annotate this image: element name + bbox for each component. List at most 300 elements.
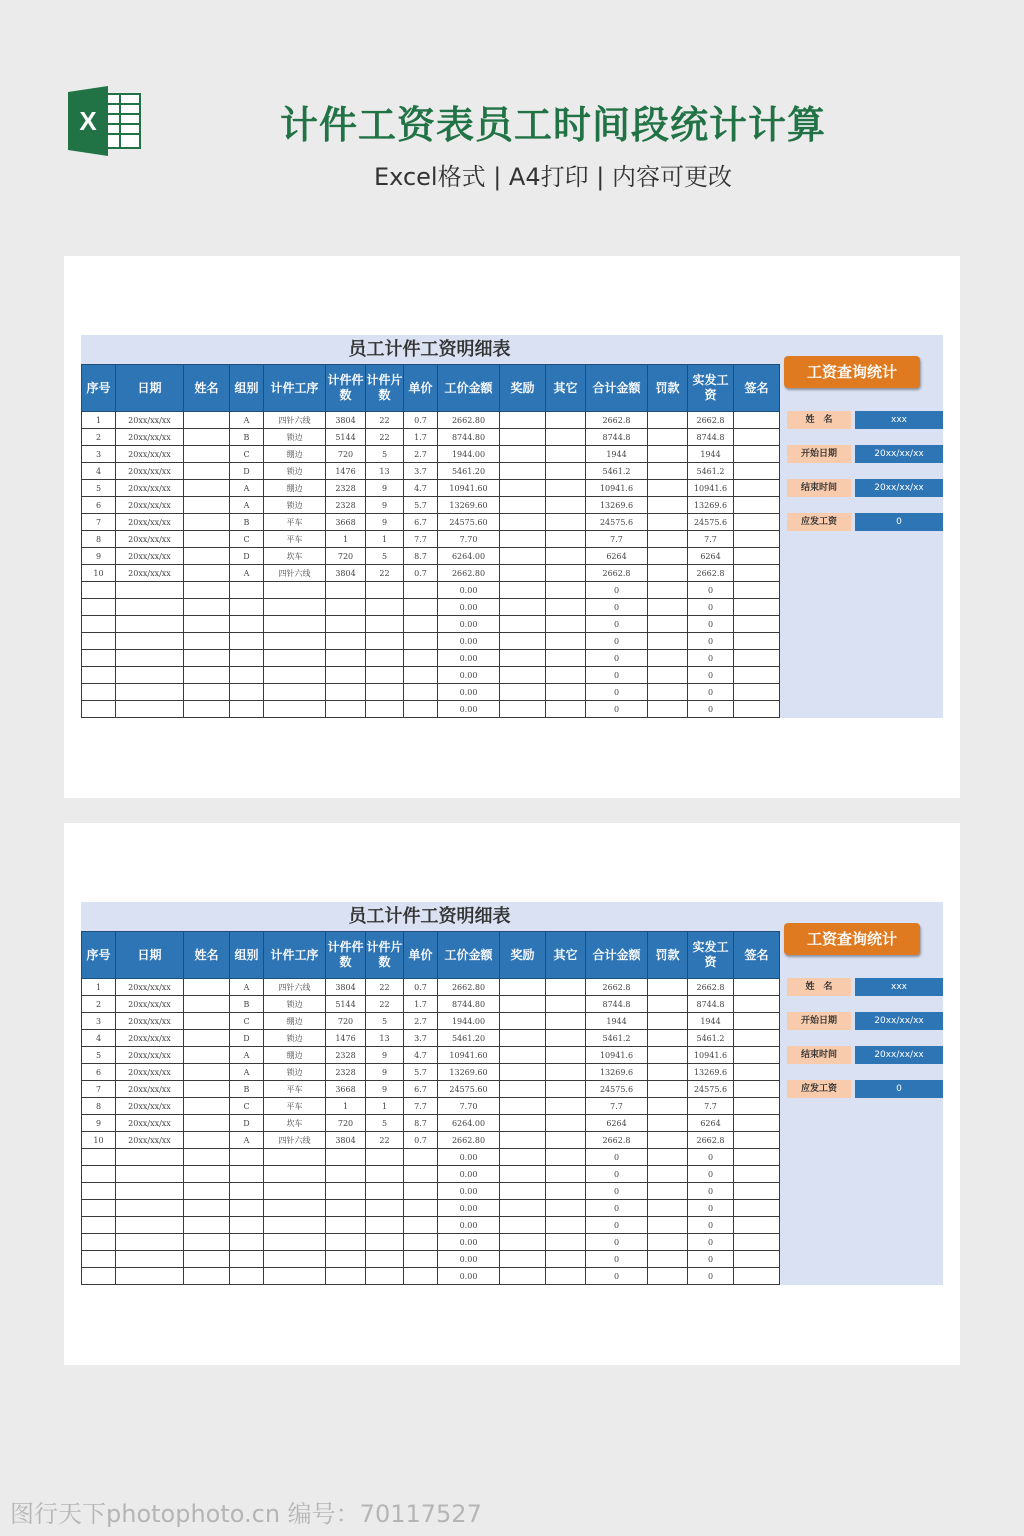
table-cell[interactable]: [500, 1251, 546, 1268]
column-header[interactable]: 其它: [546, 365, 586, 412]
table-cell[interactable]: [404, 1268, 438, 1285]
table-cell[interactable]: 0.00: [438, 1200, 500, 1217]
table-cell[interactable]: [648, 1251, 688, 1268]
table-cell[interactable]: [546, 599, 586, 616]
table-cell[interactable]: [184, 979, 230, 996]
table-cell[interactable]: [326, 1234, 366, 1251]
table-cell[interactable]: 22: [366, 1132, 404, 1149]
table-cell[interactable]: 2662.8: [688, 412, 734, 429]
table-cell[interactable]: 20xx/xx/xx: [116, 1098, 184, 1115]
table-cell[interactable]: 锁边: [264, 429, 326, 446]
table-cell[interactable]: 1944.00: [438, 446, 500, 463]
table-cell[interactable]: D: [230, 1030, 264, 1047]
table-cell[interactable]: 20xx/xx/xx: [116, 979, 184, 996]
table-cell[interactable]: 22: [366, 429, 404, 446]
table-cell[interactable]: [734, 1149, 780, 1166]
table-cell[interactable]: [264, 1217, 326, 1234]
table-cell[interactable]: [500, 446, 546, 463]
table-cell[interactable]: 7.70: [438, 531, 500, 548]
table-cell[interactable]: 1476: [326, 1030, 366, 1047]
table-cell[interactable]: 20xx/xx/xx: [116, 446, 184, 463]
table-cell[interactable]: 24575.6: [586, 514, 648, 531]
column-header[interactable]: 签名: [734, 932, 780, 979]
table-cell[interactable]: [500, 429, 546, 446]
table-cell[interactable]: [184, 1030, 230, 1047]
table-cell[interactable]: [184, 1115, 230, 1132]
table-cell[interactable]: 2662.8: [586, 1132, 648, 1149]
table-cell[interactable]: 四针六线: [264, 412, 326, 429]
table-cell[interactable]: 5: [366, 1013, 404, 1030]
table-cell[interactable]: 3668: [326, 514, 366, 531]
table-cell[interactable]: 10941.60: [438, 480, 500, 497]
table-cell[interactable]: 0.00: [438, 1166, 500, 1183]
table-cell[interactable]: [734, 582, 780, 599]
table-cell[interactable]: [326, 599, 366, 616]
table-cell[interactable]: [734, 429, 780, 446]
table-cell[interactable]: [230, 1268, 264, 1285]
table-cell[interactable]: [184, 996, 230, 1013]
table-cell[interactable]: 6264: [688, 1115, 734, 1132]
table-cell[interactable]: [264, 1183, 326, 1200]
table-cell[interactable]: 6264.00: [438, 548, 500, 565]
table-cell[interactable]: 0: [688, 1183, 734, 1200]
table-cell[interactable]: [264, 1200, 326, 1217]
table-cell[interactable]: 0: [586, 1268, 648, 1285]
table-cell[interactable]: 0.7: [404, 1132, 438, 1149]
table-cell[interactable]: 绷边: [264, 480, 326, 497]
table-cell[interactable]: 四针六线: [264, 979, 326, 996]
table-cell[interactable]: [184, 463, 230, 480]
table-cell[interactable]: [366, 599, 404, 616]
table-cell[interactable]: [734, 1115, 780, 1132]
table-cell[interactable]: [648, 1047, 688, 1064]
table-cell[interactable]: [82, 1166, 116, 1183]
table-cell[interactable]: 8744.8: [586, 429, 648, 446]
table-cell[interactable]: [82, 650, 116, 667]
table-cell[interactable]: [734, 1132, 780, 1149]
table-cell[interactable]: [184, 1234, 230, 1251]
table-cell[interactable]: [546, 979, 586, 996]
column-header[interactable]: 计件工序: [264, 932, 326, 979]
column-header[interactable]: 计件件数: [326, 365, 366, 412]
table-cell[interactable]: [648, 1234, 688, 1251]
table-cell[interactable]: 6264: [688, 548, 734, 565]
table-cell[interactable]: [184, 565, 230, 582]
table-cell[interactable]: [326, 1183, 366, 1200]
table-cell[interactable]: [326, 1217, 366, 1234]
table-cell[interactable]: 0: [586, 1200, 648, 1217]
table-cell[interactable]: [648, 531, 688, 548]
table-cell[interactable]: [404, 1217, 438, 1234]
table-cell[interactable]: 13269.6: [688, 1064, 734, 1081]
table-cell[interactable]: 3804: [326, 565, 366, 582]
table-cell[interactable]: [500, 463, 546, 480]
table-cell[interactable]: [500, 996, 546, 1013]
table-cell[interactable]: 1.7: [404, 429, 438, 446]
table-cell[interactable]: 0: [688, 1166, 734, 1183]
table-cell[interactable]: 8: [82, 1098, 116, 1115]
table-cell[interactable]: 20xx/xx/xx: [116, 463, 184, 480]
table-cell[interactable]: 0: [586, 1234, 648, 1251]
table-cell[interactable]: [366, 1234, 404, 1251]
table-cell[interactable]: 24575.60: [438, 1081, 500, 1098]
table-cell[interactable]: [184, 1081, 230, 1098]
table-cell[interactable]: 22: [366, 996, 404, 1013]
table-cell[interactable]: 5461.2: [688, 1030, 734, 1047]
table-cell[interactable]: 20xx/xx/xx: [116, 1132, 184, 1149]
table-cell[interactable]: [116, 1217, 184, 1234]
table-cell[interactable]: 5461.2: [586, 1030, 648, 1047]
table-cell[interactable]: [546, 1149, 586, 1166]
table-cell[interactable]: [404, 650, 438, 667]
table-cell[interactable]: 坎车: [264, 1115, 326, 1132]
table-cell[interactable]: [734, 446, 780, 463]
table-cell[interactable]: [648, 446, 688, 463]
table-cell[interactable]: [184, 1064, 230, 1081]
table-cell[interactable]: [546, 1132, 586, 1149]
table-cell[interactable]: 6.7: [404, 514, 438, 531]
table-cell[interactable]: 20xx/xx/xx: [116, 996, 184, 1013]
table-cell[interactable]: 2.7: [404, 1013, 438, 1030]
table-cell[interactable]: [184, 633, 230, 650]
table-cell[interactable]: 8.7: [404, 548, 438, 565]
table-cell[interactable]: [648, 1268, 688, 1285]
table-cell[interactable]: 1: [326, 1098, 366, 1115]
table-cell[interactable]: [366, 684, 404, 701]
table-cell[interactable]: 2328: [326, 480, 366, 497]
table-cell[interactable]: [648, 1200, 688, 1217]
table-cell[interactable]: [734, 1030, 780, 1047]
table-cell[interactable]: 3: [82, 1013, 116, 1030]
table-cell[interactable]: 10941.60: [438, 1047, 500, 1064]
table-cell[interactable]: [546, 463, 586, 480]
table-cell[interactable]: 1944: [586, 446, 648, 463]
table-cell[interactable]: [230, 599, 264, 616]
table-cell[interactable]: [734, 996, 780, 1013]
table-cell[interactable]: [82, 1217, 116, 1234]
table-cell[interactable]: C: [230, 446, 264, 463]
table-cell[interactable]: [82, 1149, 116, 1166]
table-cell[interactable]: [404, 684, 438, 701]
table-cell[interactable]: [116, 1234, 184, 1251]
table-cell[interactable]: [326, 701, 366, 718]
table-cell[interactable]: 720: [326, 1013, 366, 1030]
table-cell[interactable]: [264, 684, 326, 701]
table-cell[interactable]: [184, 582, 230, 599]
table-cell[interactable]: C: [230, 531, 264, 548]
table-cell[interactable]: 3: [82, 446, 116, 463]
table-cell[interactable]: [546, 446, 586, 463]
table-cell[interactable]: [546, 1115, 586, 1132]
table-cell[interactable]: [366, 1149, 404, 1166]
table-cell[interactable]: 0: [688, 1149, 734, 1166]
table-cell[interactable]: 0: [586, 701, 648, 718]
table-cell[interactable]: [648, 701, 688, 718]
table-cell[interactable]: [116, 1149, 184, 1166]
table-cell[interactable]: [326, 633, 366, 650]
table-cell[interactable]: 20xx/xx/xx: [116, 565, 184, 582]
table-cell[interactable]: [116, 1183, 184, 1200]
table-cell[interactable]: [264, 650, 326, 667]
table-cell[interactable]: 10941.6: [586, 1047, 648, 1064]
table-cell[interactable]: 2662.8: [688, 565, 734, 582]
table-cell[interactable]: [184, 1132, 230, 1149]
table-cell[interactable]: [82, 667, 116, 684]
table-cell[interactable]: 锁边: [264, 463, 326, 480]
table-cell[interactable]: 8744.8: [688, 996, 734, 1013]
table-cell[interactable]: [184, 1166, 230, 1183]
column-header[interactable]: 日期: [116, 365, 184, 412]
table-cell[interactable]: [404, 701, 438, 718]
query-field-value[interactable]: xxx: [855, 978, 943, 996]
table-cell[interactable]: 2662.80: [438, 412, 500, 429]
table-cell[interactable]: [546, 548, 586, 565]
table-cell[interactable]: [546, 1234, 586, 1251]
table-cell[interactable]: 2662.80: [438, 979, 500, 996]
table-cell[interactable]: 24575.60: [438, 514, 500, 531]
table-cell[interactable]: [734, 1047, 780, 1064]
table-cell[interactable]: 20xx/xx/xx: [116, 429, 184, 446]
table-cell[interactable]: 2662.80: [438, 565, 500, 582]
table-cell[interactable]: [500, 514, 546, 531]
query-field-value[interactable]: 20xx/xx/xx: [855, 479, 943, 497]
column-header[interactable]: 计件工序: [264, 365, 326, 412]
table-cell[interactable]: C: [230, 1013, 264, 1030]
table-cell[interactable]: [500, 667, 546, 684]
table-cell[interactable]: [366, 1217, 404, 1234]
table-cell[interactable]: 5461.2: [586, 463, 648, 480]
table-cell[interactable]: 0: [688, 650, 734, 667]
table-cell[interactable]: [648, 616, 688, 633]
table-cell[interactable]: 0: [688, 1200, 734, 1217]
table-cell[interactable]: [500, 412, 546, 429]
table-cell[interactable]: [648, 497, 688, 514]
table-cell[interactable]: 0: [586, 599, 648, 616]
table-cell[interactable]: 0.00: [438, 1183, 500, 1200]
table-cell[interactable]: [326, 1149, 366, 1166]
table-cell[interactable]: 四针六线: [264, 1132, 326, 1149]
table-cell[interactable]: 0: [586, 650, 648, 667]
table-cell[interactable]: [500, 684, 546, 701]
table-cell[interactable]: 5: [82, 480, 116, 497]
table-cell[interactable]: [184, 1098, 230, 1115]
table-cell[interactable]: [404, 582, 438, 599]
table-cell[interactable]: A: [230, 480, 264, 497]
table-cell[interactable]: [648, 1183, 688, 1200]
table-cell[interactable]: 6: [82, 1064, 116, 1081]
table-cell[interactable]: [366, 1251, 404, 1268]
table-cell[interactable]: [500, 1149, 546, 1166]
table-cell[interactable]: [546, 412, 586, 429]
table-cell[interactable]: [82, 582, 116, 599]
table-cell[interactable]: [734, 565, 780, 582]
table-cell[interactable]: 8: [82, 531, 116, 548]
table-cell[interactable]: 平车: [264, 531, 326, 548]
table-cell[interactable]: [116, 1200, 184, 1217]
table-cell[interactable]: 0.00: [438, 1268, 500, 1285]
table-cell[interactable]: 1944.00: [438, 1013, 500, 1030]
table-cell[interactable]: [500, 1234, 546, 1251]
table-cell[interactable]: [184, 1268, 230, 1285]
table-cell[interactable]: [648, 667, 688, 684]
table-cell[interactable]: [546, 1268, 586, 1285]
column-header[interactable]: 罚款: [648, 365, 688, 412]
table-cell[interactable]: 2662.8: [688, 1132, 734, 1149]
table-cell[interactable]: [734, 650, 780, 667]
table-cell[interactable]: 7.7: [404, 1098, 438, 1115]
table-cell[interactable]: 20xx/xx/xx: [116, 514, 184, 531]
table-cell[interactable]: [184, 1200, 230, 1217]
table-cell[interactable]: 5: [82, 1047, 116, 1064]
column-header[interactable]: 姓名: [184, 365, 230, 412]
table-cell[interactable]: A: [230, 979, 264, 996]
table-cell[interactable]: 7.7: [404, 531, 438, 548]
table-cell[interactable]: [264, 667, 326, 684]
table-cell[interactable]: 2: [82, 996, 116, 1013]
table-cell[interactable]: [264, 633, 326, 650]
table-cell[interactable]: 0: [586, 1166, 648, 1183]
table-cell[interactable]: 2662.8: [586, 412, 648, 429]
table-cell[interactable]: 0.00: [438, 1149, 500, 1166]
table-cell[interactable]: [230, 582, 264, 599]
table-cell[interactable]: 0.00: [438, 599, 500, 616]
table-cell[interactable]: 0: [688, 599, 734, 616]
table-cell[interactable]: 坎车: [264, 548, 326, 565]
table-cell[interactable]: 0.00: [438, 1251, 500, 1268]
table-cell[interactable]: 8.7: [404, 1115, 438, 1132]
table-cell[interactable]: [82, 616, 116, 633]
table-cell[interactable]: [546, 616, 586, 633]
table-cell[interactable]: [230, 633, 264, 650]
table-cell[interactable]: 6264: [586, 1115, 648, 1132]
table-cell[interactable]: 6264: [586, 548, 648, 565]
table-cell[interactable]: 10941.6: [688, 1047, 734, 1064]
table-cell[interactable]: [116, 582, 184, 599]
table-cell[interactable]: [184, 616, 230, 633]
table-cell[interactable]: [184, 412, 230, 429]
table-cell[interactable]: [404, 1183, 438, 1200]
table-cell[interactable]: [264, 599, 326, 616]
table-cell[interactable]: [734, 1200, 780, 1217]
table-cell[interactable]: 1944: [586, 1013, 648, 1030]
table-cell[interactable]: 0: [586, 633, 648, 650]
table-cell[interactable]: [500, 1200, 546, 1217]
table-cell[interactable]: [326, 1268, 366, 1285]
table-cell[interactable]: [648, 1115, 688, 1132]
table-cell[interactable]: [648, 599, 688, 616]
table-cell[interactable]: [326, 650, 366, 667]
table-cell[interactable]: [326, 1200, 366, 1217]
table-cell[interactable]: [116, 1166, 184, 1183]
table-cell[interactable]: 20xx/xx/xx: [116, 412, 184, 429]
table-cell[interactable]: [366, 1166, 404, 1183]
column-header[interactable]: 签名: [734, 365, 780, 412]
table-cell[interactable]: 8744.8: [586, 996, 648, 1013]
table-cell[interactable]: [546, 1081, 586, 1098]
table-cell[interactable]: [184, 1013, 230, 1030]
table-cell[interactable]: [648, 1064, 688, 1081]
table-cell[interactable]: [500, 599, 546, 616]
table-cell[interactable]: [734, 1217, 780, 1234]
table-cell[interactable]: A: [230, 565, 264, 582]
table-cell[interactable]: [546, 480, 586, 497]
table-cell[interactable]: 13269.60: [438, 497, 500, 514]
table-cell[interactable]: A: [230, 1132, 264, 1149]
column-header[interactable]: 计件片数: [366, 932, 404, 979]
table-cell[interactable]: [500, 582, 546, 599]
table-cell[interactable]: B: [230, 1081, 264, 1098]
table-cell[interactable]: [500, 1268, 546, 1285]
table-cell[interactable]: [500, 1013, 546, 1030]
table-cell[interactable]: [500, 480, 546, 497]
table-cell[interactable]: [734, 667, 780, 684]
table-cell[interactable]: 720: [326, 1115, 366, 1132]
table-cell[interactable]: [648, 463, 688, 480]
query-field-value[interactable]: 0: [855, 1080, 943, 1098]
table-cell[interactable]: 8744.80: [438, 996, 500, 1013]
table-cell[interactable]: 5461.20: [438, 1030, 500, 1047]
table-cell[interactable]: 13269.6: [586, 497, 648, 514]
table-cell[interactable]: 2.7: [404, 446, 438, 463]
table-cell[interactable]: 0: [688, 1251, 734, 1268]
table-cell[interactable]: [648, 548, 688, 565]
table-cell[interactable]: [500, 1064, 546, 1081]
table-cell[interactable]: 24575.6: [688, 1081, 734, 1098]
table-cell[interactable]: [230, 1149, 264, 1166]
table-cell[interactable]: [648, 633, 688, 650]
column-header[interactable]: 序号: [82, 932, 116, 979]
table-cell[interactable]: [648, 1217, 688, 1234]
table-cell[interactable]: B: [230, 429, 264, 446]
table-cell[interactable]: 1: [82, 979, 116, 996]
table-cell[interactable]: 2662.8: [688, 979, 734, 996]
table-cell[interactable]: 10: [82, 565, 116, 582]
table-cell[interactable]: [404, 616, 438, 633]
table-cell[interactable]: 0: [586, 1149, 648, 1166]
table-cell[interactable]: [546, 1098, 586, 1115]
table-cell[interactable]: [326, 1251, 366, 1268]
table-cell[interactable]: [546, 497, 586, 514]
table-cell[interactable]: 锁边: [264, 1030, 326, 1047]
table-cell[interactable]: 8744.80: [438, 429, 500, 446]
table-cell[interactable]: 锁边: [264, 497, 326, 514]
table-cell[interactable]: [366, 1183, 404, 1200]
table-cell[interactable]: 0.7: [404, 565, 438, 582]
table-cell[interactable]: 2662.8: [586, 979, 648, 996]
column-header[interactable]: 工价金额: [438, 365, 500, 412]
table-cell[interactable]: 0.00: [438, 667, 500, 684]
table-cell[interactable]: [82, 599, 116, 616]
table-cell[interactable]: 0: [586, 582, 648, 599]
table-cell[interactable]: [734, 599, 780, 616]
table-cell[interactable]: [500, 1047, 546, 1064]
table-cell[interactable]: [230, 1217, 264, 1234]
table-cell[interactable]: [184, 1183, 230, 1200]
table-cell[interactable]: 4: [82, 463, 116, 480]
table-cell[interactable]: [734, 633, 780, 650]
table-cell[interactable]: [734, 1251, 780, 1268]
table-cell[interactable]: 0.00: [438, 582, 500, 599]
query-field-value[interactable]: 0: [855, 513, 943, 531]
table-cell[interactable]: 10941.6: [688, 480, 734, 497]
table-cell[interactable]: 0: [688, 684, 734, 701]
table-cell[interactable]: [184, 514, 230, 531]
table-cell[interactable]: [734, 1234, 780, 1251]
table-cell[interactable]: 3804: [326, 979, 366, 996]
table-cell[interactable]: [500, 1217, 546, 1234]
table-cell[interactable]: [264, 1149, 326, 1166]
table-cell[interactable]: 24575.6: [586, 1081, 648, 1098]
